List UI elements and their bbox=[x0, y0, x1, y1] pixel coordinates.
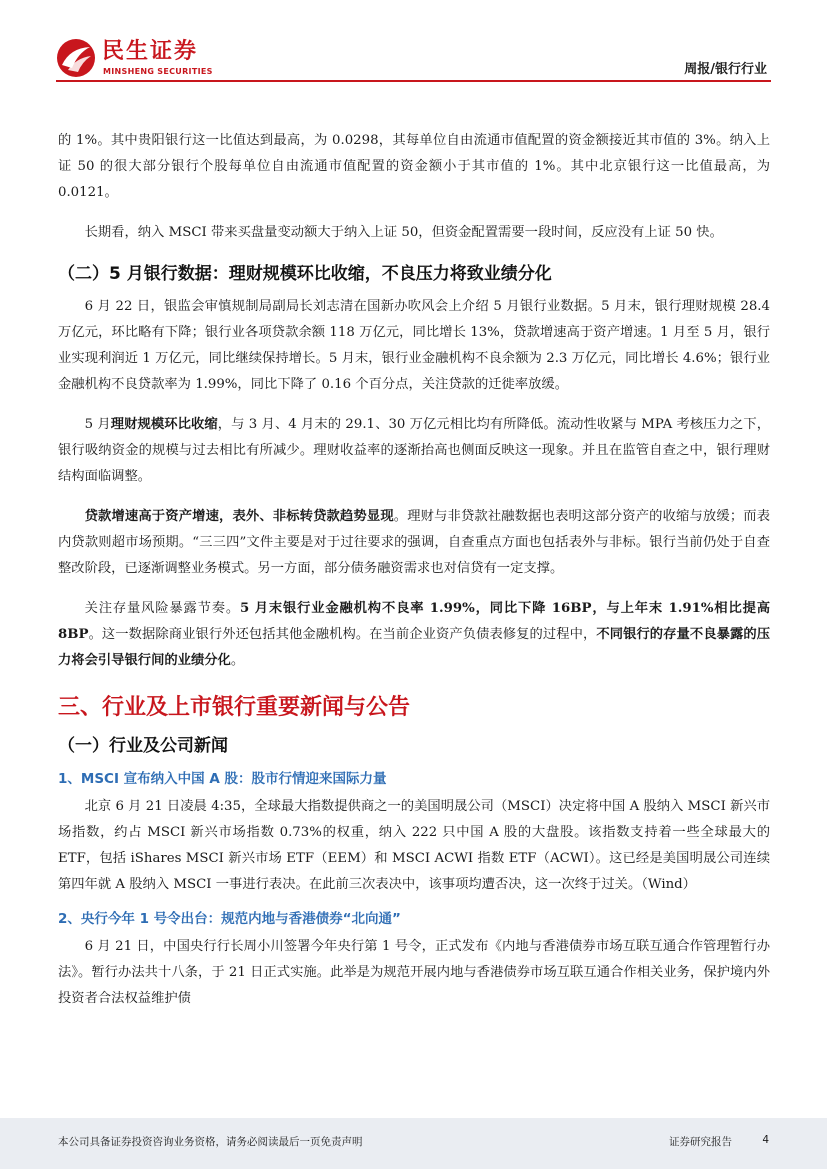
text-span: 。这一数据除商业银行外还包括其他金融机构。在当前企业资产负债表修复的过程中， bbox=[88, 627, 597, 642]
bold-span: 理财规模环比收缩 bbox=[110, 417, 218, 432]
page-header bbox=[0, 0, 827, 82]
minsheng-logo-icon bbox=[56, 38, 96, 78]
logo-text-cn: 民生证券 bbox=[102, 39, 199, 64]
text-span: 。理财与非贷款社融数据也表明这部分资产的收缩与放缓；而表内贷款则超市场预期。“三三四”文件主要是对于过往要求的强调，自查重点方面也包括表外与非标。银行当前仍处于自查整改阶段，已逐渐调整业务模式。另一方面，部分债务融资需求也对信贷有一定支撑。 bbox=[58, 509, 771, 576]
page-footer bbox=[0, 1118, 827, 1169]
bold-span: 不同银行的存量不良暴露的压力将会引导银行间的业绩分化 bbox=[58, 627, 771, 668]
subsection-heading: （二）5 月银行数据：理财规模环比收缩，不良压力将致业绩分化 bbox=[58, 264, 552, 284]
paragraph: 长期看，纳入 MSCI 带来买盘量变动额大于纳入上证 50，但资金配置需要一段时间，反应没有上证 50 快。 bbox=[84, 225, 723, 240]
text-span: 5 月 bbox=[84, 417, 111, 432]
report-type: 周报/银行行业 bbox=[684, 62, 767, 77]
logo-text-en: MINSHENG SECURITIES bbox=[103, 67, 213, 76]
paragraph bbox=[58, 504, 770, 582]
paragraph: 的 1%。其中贵阳银行这一比值达到最高，为 0.0298，其每单位自由流通市值配置的资金额接近其市值的 3%。纳入上证 50 的很大部分银行个股每单位自由流通市值配置的资金额小于其市值的 1%。其中北京银行这一比值最高，为 0.0121。 bbox=[58, 133, 770, 200]
section-heading: 三、行业及上市银行重要新闻与公告 bbox=[58, 695, 411, 720]
paragraph: 6 月 22 日，银监会审慎规制局副局长刘志清在国新办吹风会上介绍 5 月银行业数据。5 月末，银行理财规模 28.4 万亿元，环比略有下降；银行业各项贷款余额 118 万亿元，同比增长 13%，贷款增速高于资产增速。1 月至 5 月，银行业实现利润近 1 万亿元，同比继续保持增长。5 月末，银行业金融机构不良余额为 2.3 万亿元，同比增长 4.6%；银行业金融机构不良贷款率为 1.99%，同比下降了 0.16 个百分点，关注贷款的迁徙率放缓。 bbox=[58, 299, 770, 392]
text-span: 。 bbox=[230, 653, 245, 668]
news-list bbox=[58, 768, 770, 1012]
bold-span: 5 月末银行业金融机构不良率 1.99%，同比下降 16BP，与上年末 1.91%相比提高 8BP bbox=[58, 601, 771, 642]
footer-disclaimer: 本公司具备证券投资咨询业务资格，请务必阅读最后一页免责声明 bbox=[58, 1136, 363, 1148]
footer-doc-type: 证券研究报告 bbox=[669, 1136, 732, 1148]
news-title: 2、央行今年 1 号令出台：规范内地与香港债券“北向通” bbox=[58, 911, 401, 927]
paragraph bbox=[58, 412, 770, 490]
bold-span: 贷款增速高于资产增速，表外、非标转贷款趋势显现 bbox=[84, 509, 394, 524]
text-span: 关注存量风险暴露节奏。 bbox=[84, 601, 241, 616]
paragraph bbox=[58, 596, 770, 674]
news-body: 6 月 21 日，中国央行行长周小川签署今年央行第 1 号令，正式发布《内地与香港债券市场互联互通合作管理暂行办法》。暂行办法共十八条，于 21 日正式实施。此举是为规范开展内地与香港债券市场互联互通合作相关业务，保护境内外投资者合法权益维护债 bbox=[58, 939, 770, 1006]
subsection-heading: （一）行业及公司新闻 bbox=[58, 736, 228, 756]
news-title: 1、MSCI 宣布纳入中国 A 股：股市行情迎来国际力量 bbox=[58, 771, 387, 787]
page-number: 4 bbox=[762, 1134, 769, 1146]
text-span: ，与 3 月、4 月末的 29.1、30 万亿元相比均有所降低。流动性收紧与 MPA 考核压力之下，银行吸纳资金的规模与过去相比有所减少。理财收益率的逐渐抬高也侧面反映这一现象。并且在监管自查之中，银行理财结构面临调整。 bbox=[58, 417, 771, 484]
header-divider bbox=[56, 80, 771, 82]
news-body: 北京 6 月 21 日凌晨 4:35，全球最大指数提供商之一的美国明晟公司（MSCI）决定将中国 A 股纳入 MSCI 新兴市场指数，约占 MSCI 新兴市场指数 0.73%的权重，纳入 222 只中国 A 股的大盘股。该指数支持着一些全球最大的 ETF，包括 iShares MSCI 新兴市场 ETF（EEM）和 MSCI ACWI 指数 ETF（ACWI）。这已经是美国明晟公司连续第四年就 A 股纳入 MSCI 一事进行表决。在此前三次表决中，该事项均遭否决，这一次终于过关。（Wind） bbox=[58, 799, 770, 892]
main-content bbox=[58, 128, 770, 1012]
